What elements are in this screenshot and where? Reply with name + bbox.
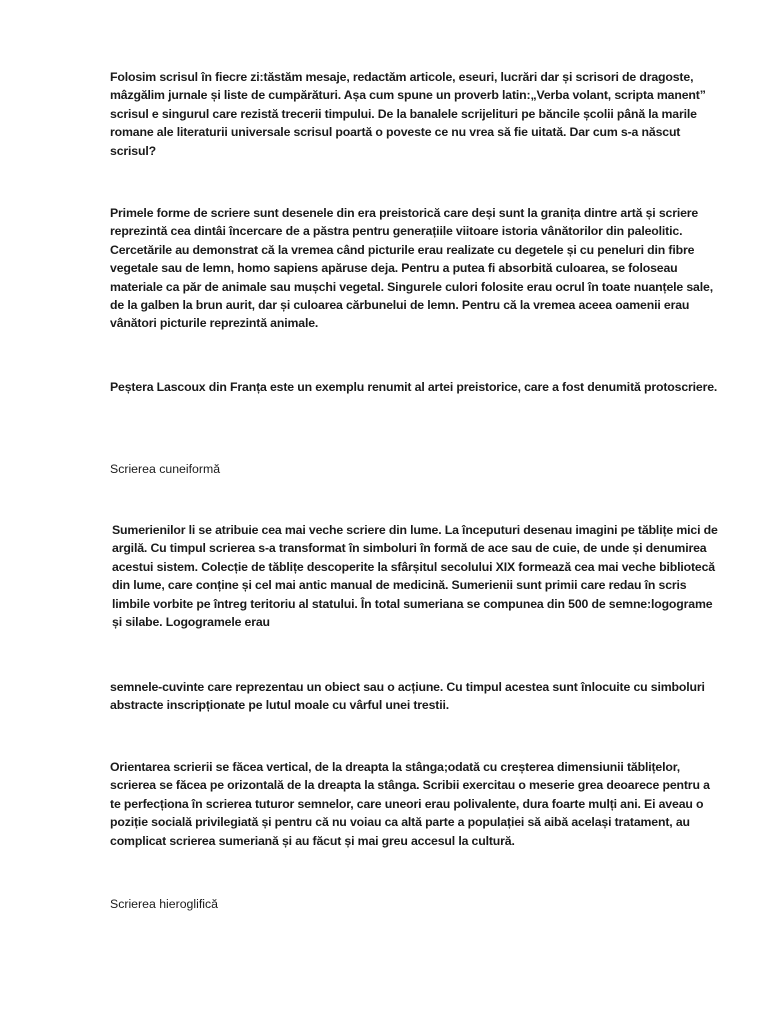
paragraph-logograms: semnele-cuvinte care reprezentau un obiect sau o acțiune. Cu timpul acestea sunt înlocuite cu simboluri abstracte inscripționate pe lutul moale cu vârful unei trestii.: [110, 680, 705, 713]
heading-hieroglyphic: Scrierea hieroglifică: [110, 897, 218, 911]
heading-cuneiform: Scrierea cuneiformă: [110, 462, 221, 476]
paragraph-sumerians: Sumerienilor li se atribuie cea mai veche scriere din lume. La începuturi desenau imagini pe tăblițe mici de argilă. Cu timpul scrierea s-a transformat în simboluri în formă de ace sau de cuie, de unde și denumirea acestui sistem. Colecție de tăblițe descoperite la sfârșitul secolului XIX formează cea mai veche bibliotecă din lume, care conține și cel mai antic manual de medicină. Sumerienii sunt primii care redau în scris limbile vorbite pe întreg teritoriu al statului. În total sumeriana se compunea din 500 de semne:logograme și silabe. Logogramele erau: [112, 523, 718, 630]
paragraph-intro: Folosim scrisul în fiecre zi:tăstăm mesaje, redactăm articole, eseuri, lucrări dar și scrisori de dragoste, mâzgălim jurnale și liste de cumpărături. Așa cum spune un proverb latin:„Verba volant, scripta manent” scrisul e singurul care rezistă trecerii timpului. De la banalele scrijelituri pe băncile școlii până la marile romane ale literaturii universale scrisul poartă o poveste ce nu vrea să fie uitată. Dar cum s-a născut scrisul?: [110, 70, 706, 158]
paragraph-prehistoric-writing: Primele forme de scriere sunt desenele din era preistorică care deși sunt la granița dintre artă și scriere reprezintă cea dintâi încercare de a păstra pentru generațiile viitoare istoria vânătorilor din paleolitic. Cercetările au demonstrat că la vremea când picturile erau realizate cu degetele și cu peneluri din fibre vegetale sau de lemn, homo sapiens apăruse deja. Pentru a putea fi absorbită culoarea, se foloseau materiale ca păr de animale sau mușchi vegetal. Singurele culori folosite erau ocrul în toate nuanțele sale, de la galben la brun aurit, dar și culoarea cărbunelui de lemn. Pentru că la vremea aceea oamenii erau vânători picturile reprezintă animale.: [110, 206, 713, 331]
paragraph-lascaux: Peștera Lascoux din Franța este un exemplu renumit al artei preistorice, care a fost denumită protoscriere.: [110, 380, 718, 394]
paragraph-writing-orientation: Orientarea scrierii se făcea vertical, de la dreapta la stânga;odată cu creșterea dimensiunii tăblițelor, scrierea se făcea pe orizontală de la dreapta la stânga. Scribii exercitau o meserie grea deoarece pentru a te perfecționa în scrierea tuturor semnelor, care uneori erau polivalente, dura foarte mulți ani. Ei aveau o poziție socială privilegiată și pentru că nu voiau ca altă parte a populației să aibă același tratament, au complicat scrierea sumeriană și au făcut și mai greu accesul la cultură.: [110, 760, 710, 848]
